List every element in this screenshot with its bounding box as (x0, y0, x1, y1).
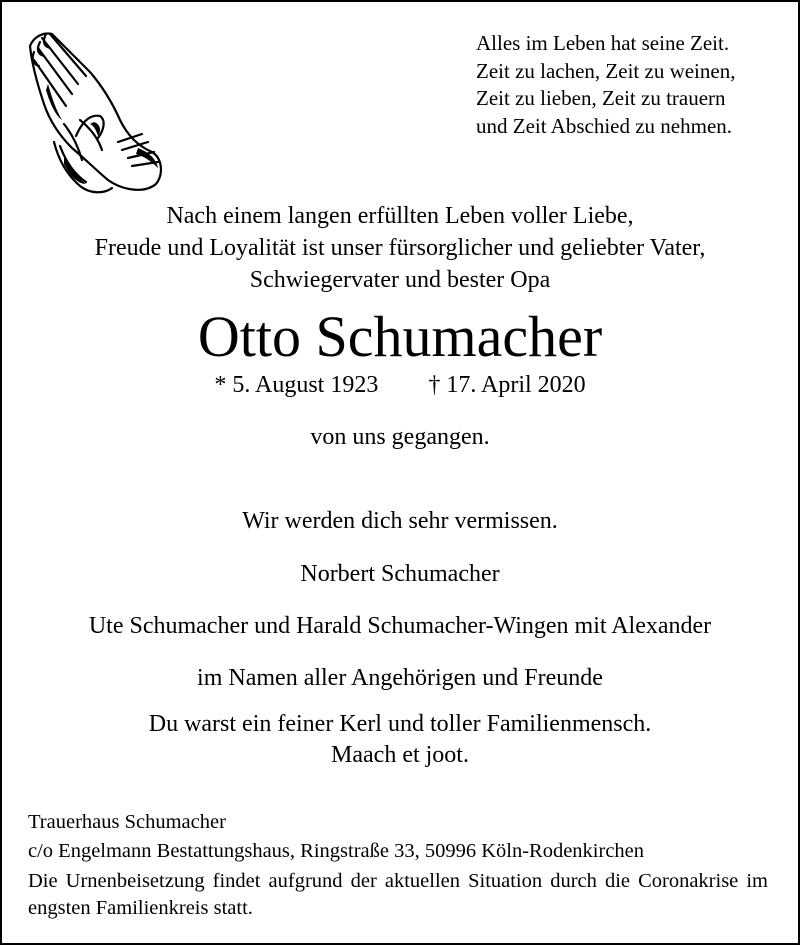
family-member: Norbert Schumacher (300, 561, 500, 587)
funeral-address: c/o Engelmann Bestattungshaus, Ringstraße 33, 50996 Köln-Rodenkirchen (28, 840, 645, 862)
closing-line: Maach et joot. (331, 742, 469, 768)
deceased-name: Otto Schumacher (197, 304, 603, 369)
poem-line: Zeit zu lieben, Zeit zu trauern (476, 86, 726, 110)
intro-line: Freude und Loyalität ist unser fürsorglicher und geliebter Vater, (94, 235, 706, 261)
death-date: † 17. April 2020 (428, 372, 586, 398)
birth-date: * 5. August 1923 (214, 372, 379, 398)
family-relatives: im Namen aller Angehörigen und Freunde (197, 665, 603, 691)
closing-line: Du warst ein feiner Kerl und toller Familienmensch. (148, 711, 652, 737)
intro-line: Nach einem langen erfüllten Leben voller Liebe, (166, 203, 634, 229)
footer (28, 808, 768, 922)
miss-text: Wir werden dich sehr vermissen. (242, 508, 558, 534)
poem-line: Alles im Leben hat seine Zeit. (476, 31, 730, 55)
poem-line: und Zeit Abschied zu nehmen. (476, 113, 733, 138)
praying-hands-icon (20, 24, 170, 196)
gone-text: von uns gegangen. (310, 424, 490, 450)
family-member: Ute Schumacher und Harald Schumacher-Wingen mit Alexander (88, 613, 712, 639)
intro-line: Schwiegervater und bester Opa (249, 267, 551, 293)
mourning-house: Trauerhaus Schumacher (28, 811, 226, 833)
poem (476, 30, 786, 140)
burial-note: Die Urnenbeisetzung findet aufgrund der aktuellen Situation durch die Coronakrise im engsten Familienkreis statt. (28, 870, 768, 919)
intro-text (2, 200, 798, 296)
closing-text (2, 709, 798, 771)
life-dates (2, 368, 798, 402)
poem-line: Zeit zu lachen, Zeit zu weinen, (476, 58, 736, 83)
